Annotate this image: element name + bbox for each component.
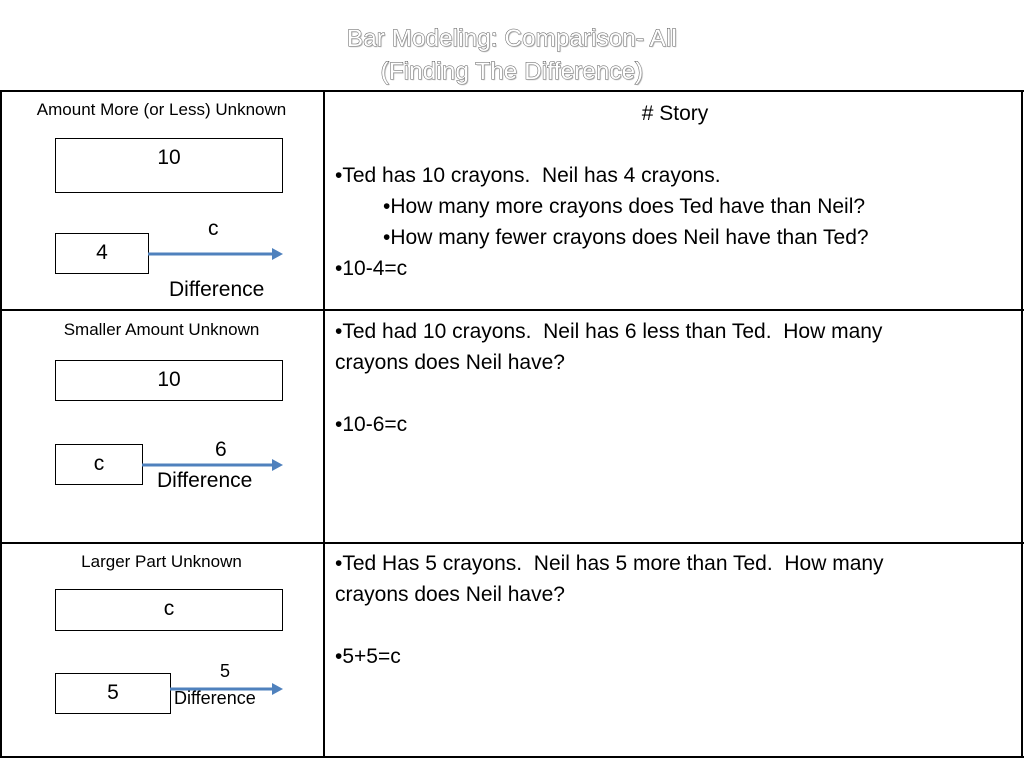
row-1-label: Amount More (or Less) Unknown: [36, 100, 287, 119]
row-1-arrow-value: c: [208, 217, 219, 240]
row-1-bottom-bar-value: 4: [96, 240, 108, 264]
row-1-story-line-2: •How many more crayons does Ted have than Neil?: [383, 195, 866, 218]
row-2-bottom-bar: [55, 444, 143, 485]
row-1-story-line-1: •Ted has 10 crayons. Neil has 4 crayons.: [335, 164, 721, 187]
row-2-difference-label: Difference: [157, 469, 253, 492]
row-1-difference-arrow: [148, 246, 288, 262]
table-top-border: [0, 90, 1024, 92]
row-1-top-bar: [55, 138, 283, 193]
row-2-bottom-bar-value: c: [93, 451, 105, 475]
row-3-story-line-3: •5+5=c: [335, 645, 401, 668]
row-1-story-line-4: •10-4=c: [335, 257, 408, 280]
row-2-story-line-1: •Ted had 10 crayons. Neil has 6 less than Ted. How many: [335, 320, 883, 343]
table-left-border: [0, 90, 2, 757]
row-2-top-bar-value: 10: [157, 367, 181, 391]
row-3-bottom-bar: [55, 673, 171, 714]
row-3-difference-label: Difference: [174, 688, 256, 708]
row-2-story-line-2: crayons does Neil have?: [335, 351, 565, 374]
table-row-divider-1: [0, 309, 1024, 311]
title-line-2: (Finding The Difference): [380, 58, 644, 85]
row-2-story-line-3: •10-6=c: [335, 413, 408, 436]
title-line-1: Bar Modeling: Comparison- All: [347, 25, 677, 52]
row-3-label: Larger Part Unknown: [81, 552, 242, 571]
row-1-story-line-3: •How many fewer crayons does Neil have than Ted?: [383, 226, 869, 249]
row-3-story: [335, 548, 1015, 672]
table-row-divider-2: [0, 542, 1024, 544]
table-column-divider: [323, 90, 325, 757]
row-1-bottom-bar: [55, 233, 149, 274]
page-title: [0, 22, 1024, 88]
row-2-top-bar: [55, 360, 283, 401]
row-3-arrow-value: 5: [220, 661, 231, 681]
story-heading: # Story: [641, 102, 709, 125]
row-3-bottom-bar-value: 5: [107, 680, 119, 704]
row-1-difference-label: Difference: [169, 278, 265, 301]
row-3-story-line-1: •Ted Has 5 crayons. Neil has 5 more than Ted. How many: [335, 552, 884, 575]
row-1-top-bar-value: 10: [157, 146, 181, 169]
table-bottom-border: [0, 756, 1024, 758]
row-3-top-bar: [55, 589, 283, 631]
row-2-label: Smaller Amount Unknown: [63, 320, 260, 339]
row-2-arrow-value: 6: [215, 438, 227, 461]
row-1-story: [335, 98, 1015, 284]
row-2-story: [335, 316, 1015, 440]
table-right-border: [1021, 90, 1023, 757]
row-3-top-bar-value: c: [163, 597, 175, 620]
row-3-story-line-2: crayons does Neil have?: [335, 583, 565, 606]
